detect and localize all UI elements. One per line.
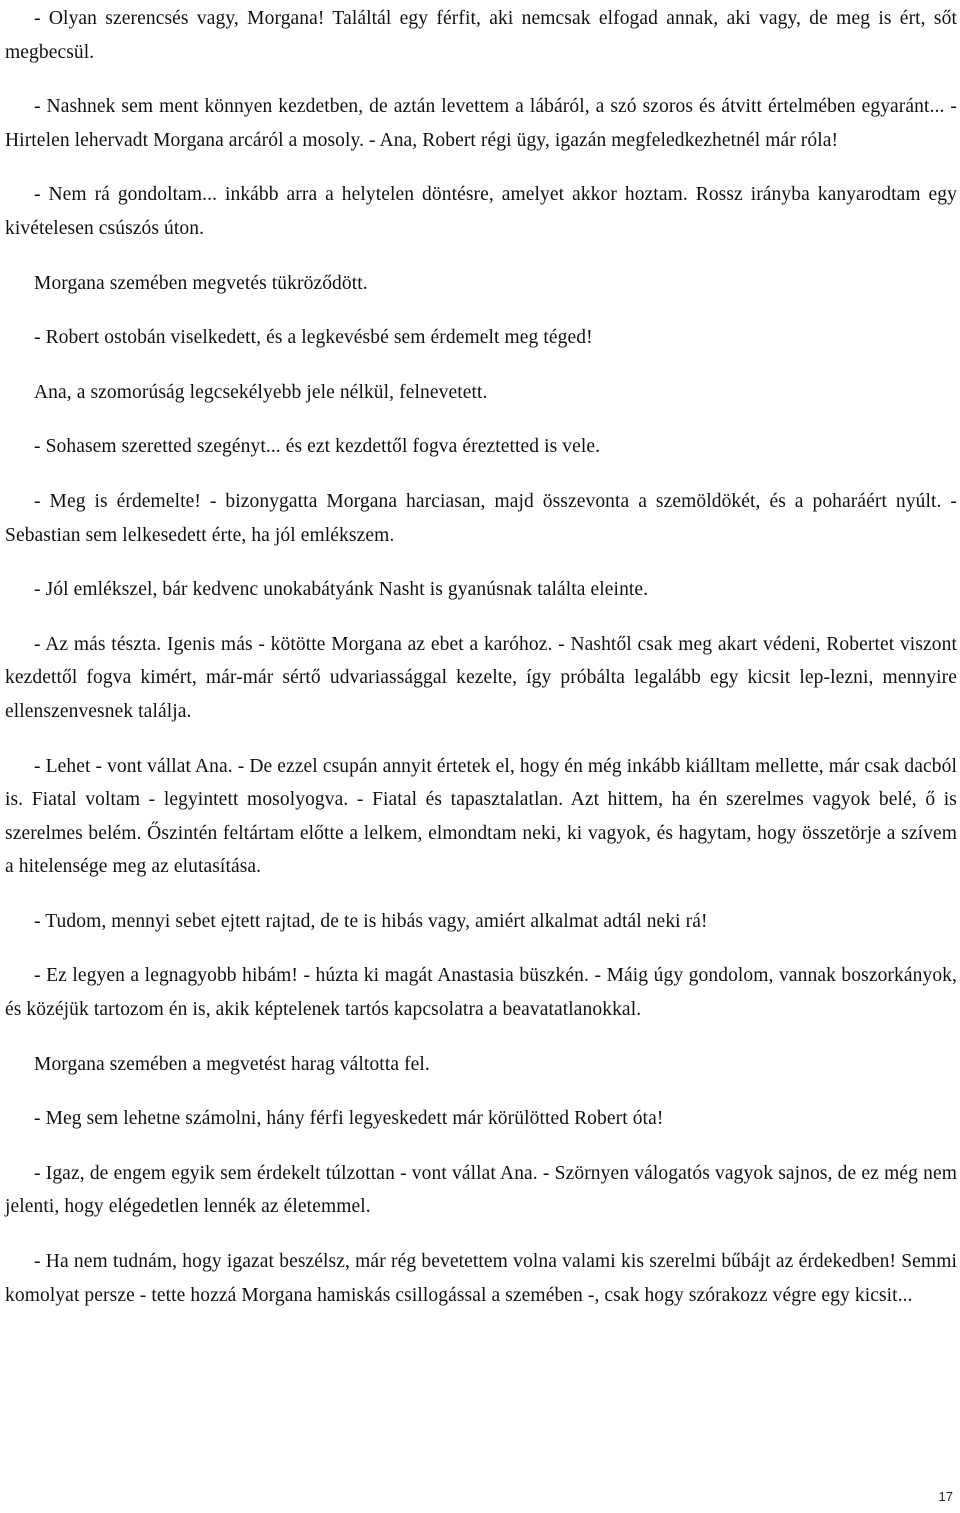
paragraph: Morgana szemében megvetés tükröződött. bbox=[34, 272, 368, 294]
paragraph: - Meg is érdemelte! - bizonygatta Morgana harciasan, majd összevonta a szemöldökét, és a poharáért nyúlt. - Sebastian sem lelkesedett érte, ha jól emlékszem. bbox=[5, 490, 957, 546]
paragraph: - Sohasem szeretted szegényt... és ezt kezdettől fogva éreztetted is vele. bbox=[34, 436, 601, 458]
page-number: 17 bbox=[938, 1489, 953, 1504]
paragraph: Ana, a szomorúság legcsekélyebb jele nélkül, felnevetett. bbox=[34, 381, 488, 403]
page-body bbox=[5, 0, 957, 1312]
paragraph: - Robert ostobán viselkedett, és a legkevésbé sem érdemelt meg téged! bbox=[34, 327, 593, 349]
paragraph: - Nashnek sem ment könnyen kezdetben, de aztán levettem a lábáról, a szó szoros és átvitt értelmében egyaránt... - Hirtelen lehervadt Morgana arcáról a mosoly. - Ana, Robert régi ügy, igazán megfeledkezhetnél már róla! bbox=[5, 96, 957, 151]
paragraph: - Jól emlékszel, bár kedvenc unokabátyánk Nasht is gyanúsnak találta eleinte. bbox=[34, 579, 649, 601]
paragraph: - Olyan szerencsés vagy, Morgana! Találtál egy férfit, aki nemcsak elfogad annak, aki vagy, de meg is ért, sőt megbecsül. bbox=[5, 8, 957, 63]
paragraph: - Igaz, de engem egyik sem érdekelt túlzottan - vont vállat Ana. - Szörnyen válogatós vagyok sajnos, de ez még nem jelenti, hogy elégedetlen lennék az életemmel. bbox=[5, 1162, 957, 1218]
paragraph: - Az más tészta. Igenis más - kötötte Morgana az ebet a karóhoz. - Nashtől csak meg akart védeni, Robertet viszont kezdettől fogva kimért, már-már sértő udvariassággal kezelte, így próbálta legalább egy kicsit lep-lezni, mennyire ellenszenvesnek találja. bbox=[5, 633, 957, 722]
paragraph: - Ez legyen a legnagyobb hibám! - húzta ki magát Anastasia büszkén. - Máig úgy gondolom, vannak boszorkányok, és közéjük tartozom én is, akik képtelenek tartós kapcsolatra a beavatatlanokkal. bbox=[5, 965, 957, 1021]
paragraph: - Meg sem lehetne számolni, hány férfi legyeskedett már körülötted Robert óta! bbox=[34, 1108, 664, 1130]
paragraph: - Ha nem tudnám, hogy igazat beszélsz, már rég bevetettem volna valami kis szerelmi bűbájt az érdekedben! Semmi komolyat persze - tette hozzá Morgana hamiskás csillogással a szemében -, csak hogy szórakozz végre egy kicsit... bbox=[5, 1251, 957, 1306]
paragraph: Morgana szemében a megvetést harag váltotta fel. bbox=[34, 1053, 430, 1075]
paragraph: - Nem rá gondoltam... inkább arra a helytelen döntésre, amelyet akkor hoztam. Rossz irányba kanyarodtam egy kivételesen csúszós úton. bbox=[5, 184, 957, 239]
paragraph: - Tudom, mennyi sebet ejtett rajtad, de te is hibás vagy, amiért alkalmat adtál neki rá! bbox=[34, 910, 708, 932]
paragraph: - Lehet - vont vállat Ana. - De ezzel csupán annyit értetek el, hogy én még inkább kiálltam mellette, már csak dacból is. Fiatal voltam - legyintett mosolyogva. - Fiatal és tapasztalatlan. Azt hittem, ha én szerelmes vagyok belé, ő is szerelmes belém. Őszintén feltártam előtte a lelkem, elmondtam neki, ki vagyok, és hagytam, hogy összetörje a szívem a hitelensége meg az elutasítása. bbox=[5, 755, 957, 878]
